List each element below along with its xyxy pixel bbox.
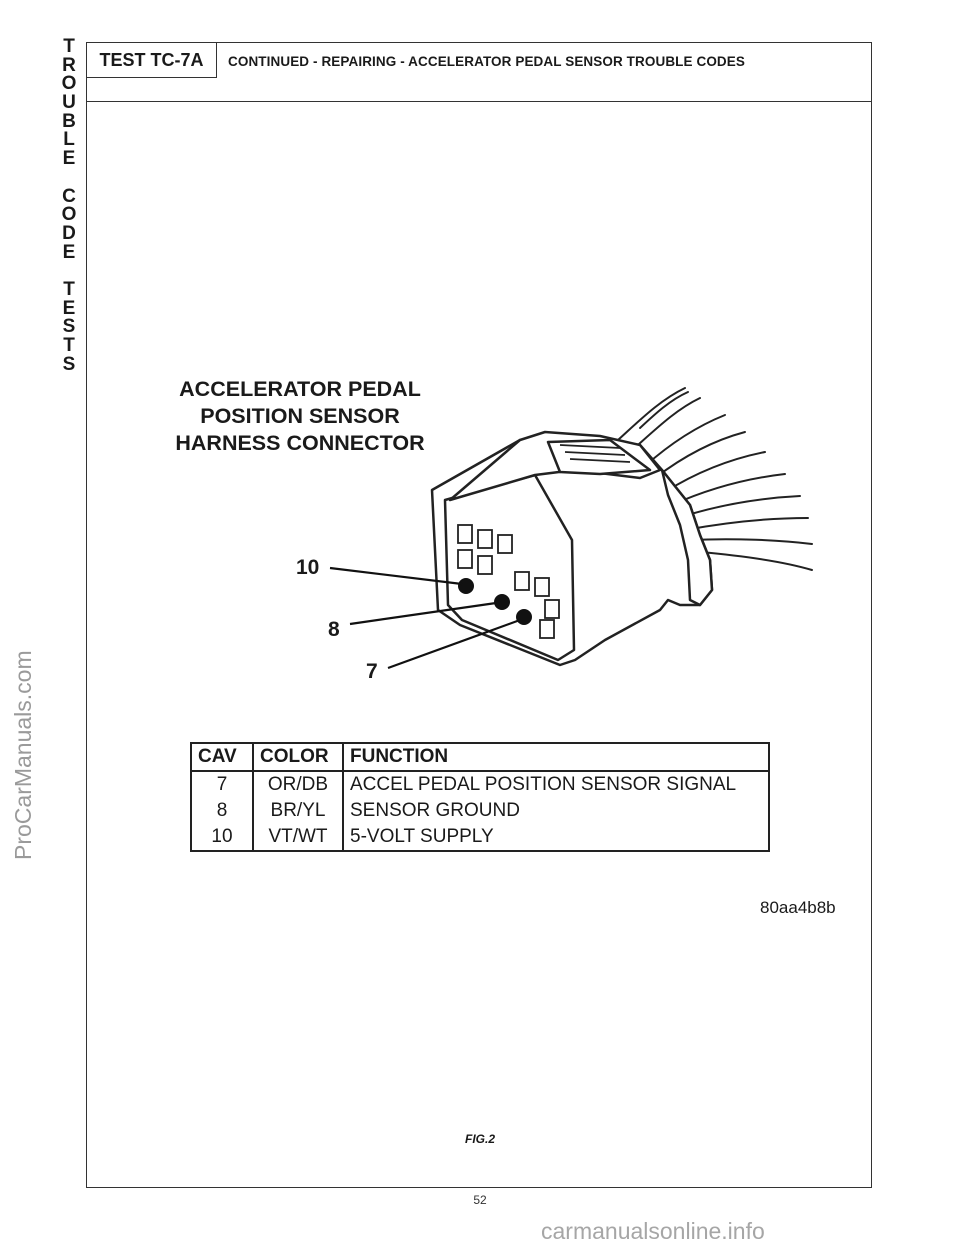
pinout-table	[190, 742, 770, 852]
connector-title-line: HARNESS CONNECTOR	[175, 431, 425, 455]
side-letter: E	[62, 241, 76, 263]
side-letter: E	[62, 148, 76, 170]
header-title: CONTINUED - REPAIRING - ACCELERATOR PEDAL SENSOR TROUBLE CODES	[228, 54, 745, 69]
wire	[700, 552, 812, 570]
cell-cav: 7	[191, 771, 253, 798]
pin-label-8: 8	[328, 618, 340, 641]
col-header-color: COLOR	[253, 743, 343, 771]
page-number: 52	[473, 1193, 487, 1207]
side-letter: R	[62, 54, 76, 76]
watermark-left: ProCarManuals.com	[10, 650, 36, 860]
cell-function: 5-VOLT SUPPLY	[350, 826, 494, 847]
side-letter: U	[62, 92, 76, 114]
side-letter: T	[63, 335, 75, 356]
side-letter: D	[62, 222, 76, 244]
connector-title-line: POSITION SENSOR	[200, 404, 400, 428]
connector-title-line: ACCELERATOR PEDAL	[179, 377, 421, 401]
test-id-box: TEST TC-7A	[87, 43, 217, 78]
pin-8-terminal	[494, 594, 510, 610]
cell-function: SENSOR GROUND	[350, 800, 520, 821]
pin-label-10: 10	[296, 556, 320, 579]
side-letter: O	[61, 73, 77, 95]
side-letter: C	[62, 185, 76, 207]
cell-cav: 10	[191, 824, 253, 851]
side-letter: S	[62, 316, 76, 338]
side-letter: T	[63, 278, 75, 300]
wire	[678, 496, 800, 518]
figure-code: 80aa4b8b	[760, 898, 836, 917]
table-header-row	[191, 743, 769, 771]
col-header-function: FUNCTION	[343, 743, 769, 771]
wire	[655, 432, 745, 478]
pin-7-terminal	[516, 609, 532, 625]
table-row	[191, 771, 769, 798]
cell-color: BR/YL	[253, 798, 343, 824]
watermark-bottom: carmanualsonline.info	[541, 1218, 765, 1244]
figure-caption: FIG.2	[464, 1132, 495, 1146]
cell-cav: 8	[191, 798, 253, 824]
side-letter: T	[63, 36, 75, 57]
side-letter: E	[62, 297, 76, 319]
side-letter: L	[63, 129, 75, 151]
pin-label-7: 7	[366, 660, 378, 683]
table-row	[191, 798, 769, 824]
col-header-cav: CAV	[191, 743, 253, 771]
wire	[665, 452, 765, 492]
table-row	[191, 824, 769, 851]
pin-7-leader	[388, 620, 520, 668]
wire	[685, 518, 808, 530]
cell-color: OR/DB	[253, 771, 343, 798]
pin-10-terminal	[458, 578, 474, 594]
cell-color: VT/WT	[253, 824, 343, 851]
side-letter: S	[62, 353, 76, 375]
side-letter: B	[62, 110, 76, 132]
wire	[690, 539, 812, 544]
cell-function: ACCEL PEDAL POSITION SENSOR SIGNAL	[350, 774, 737, 795]
side-letter: O	[61, 204, 77, 226]
